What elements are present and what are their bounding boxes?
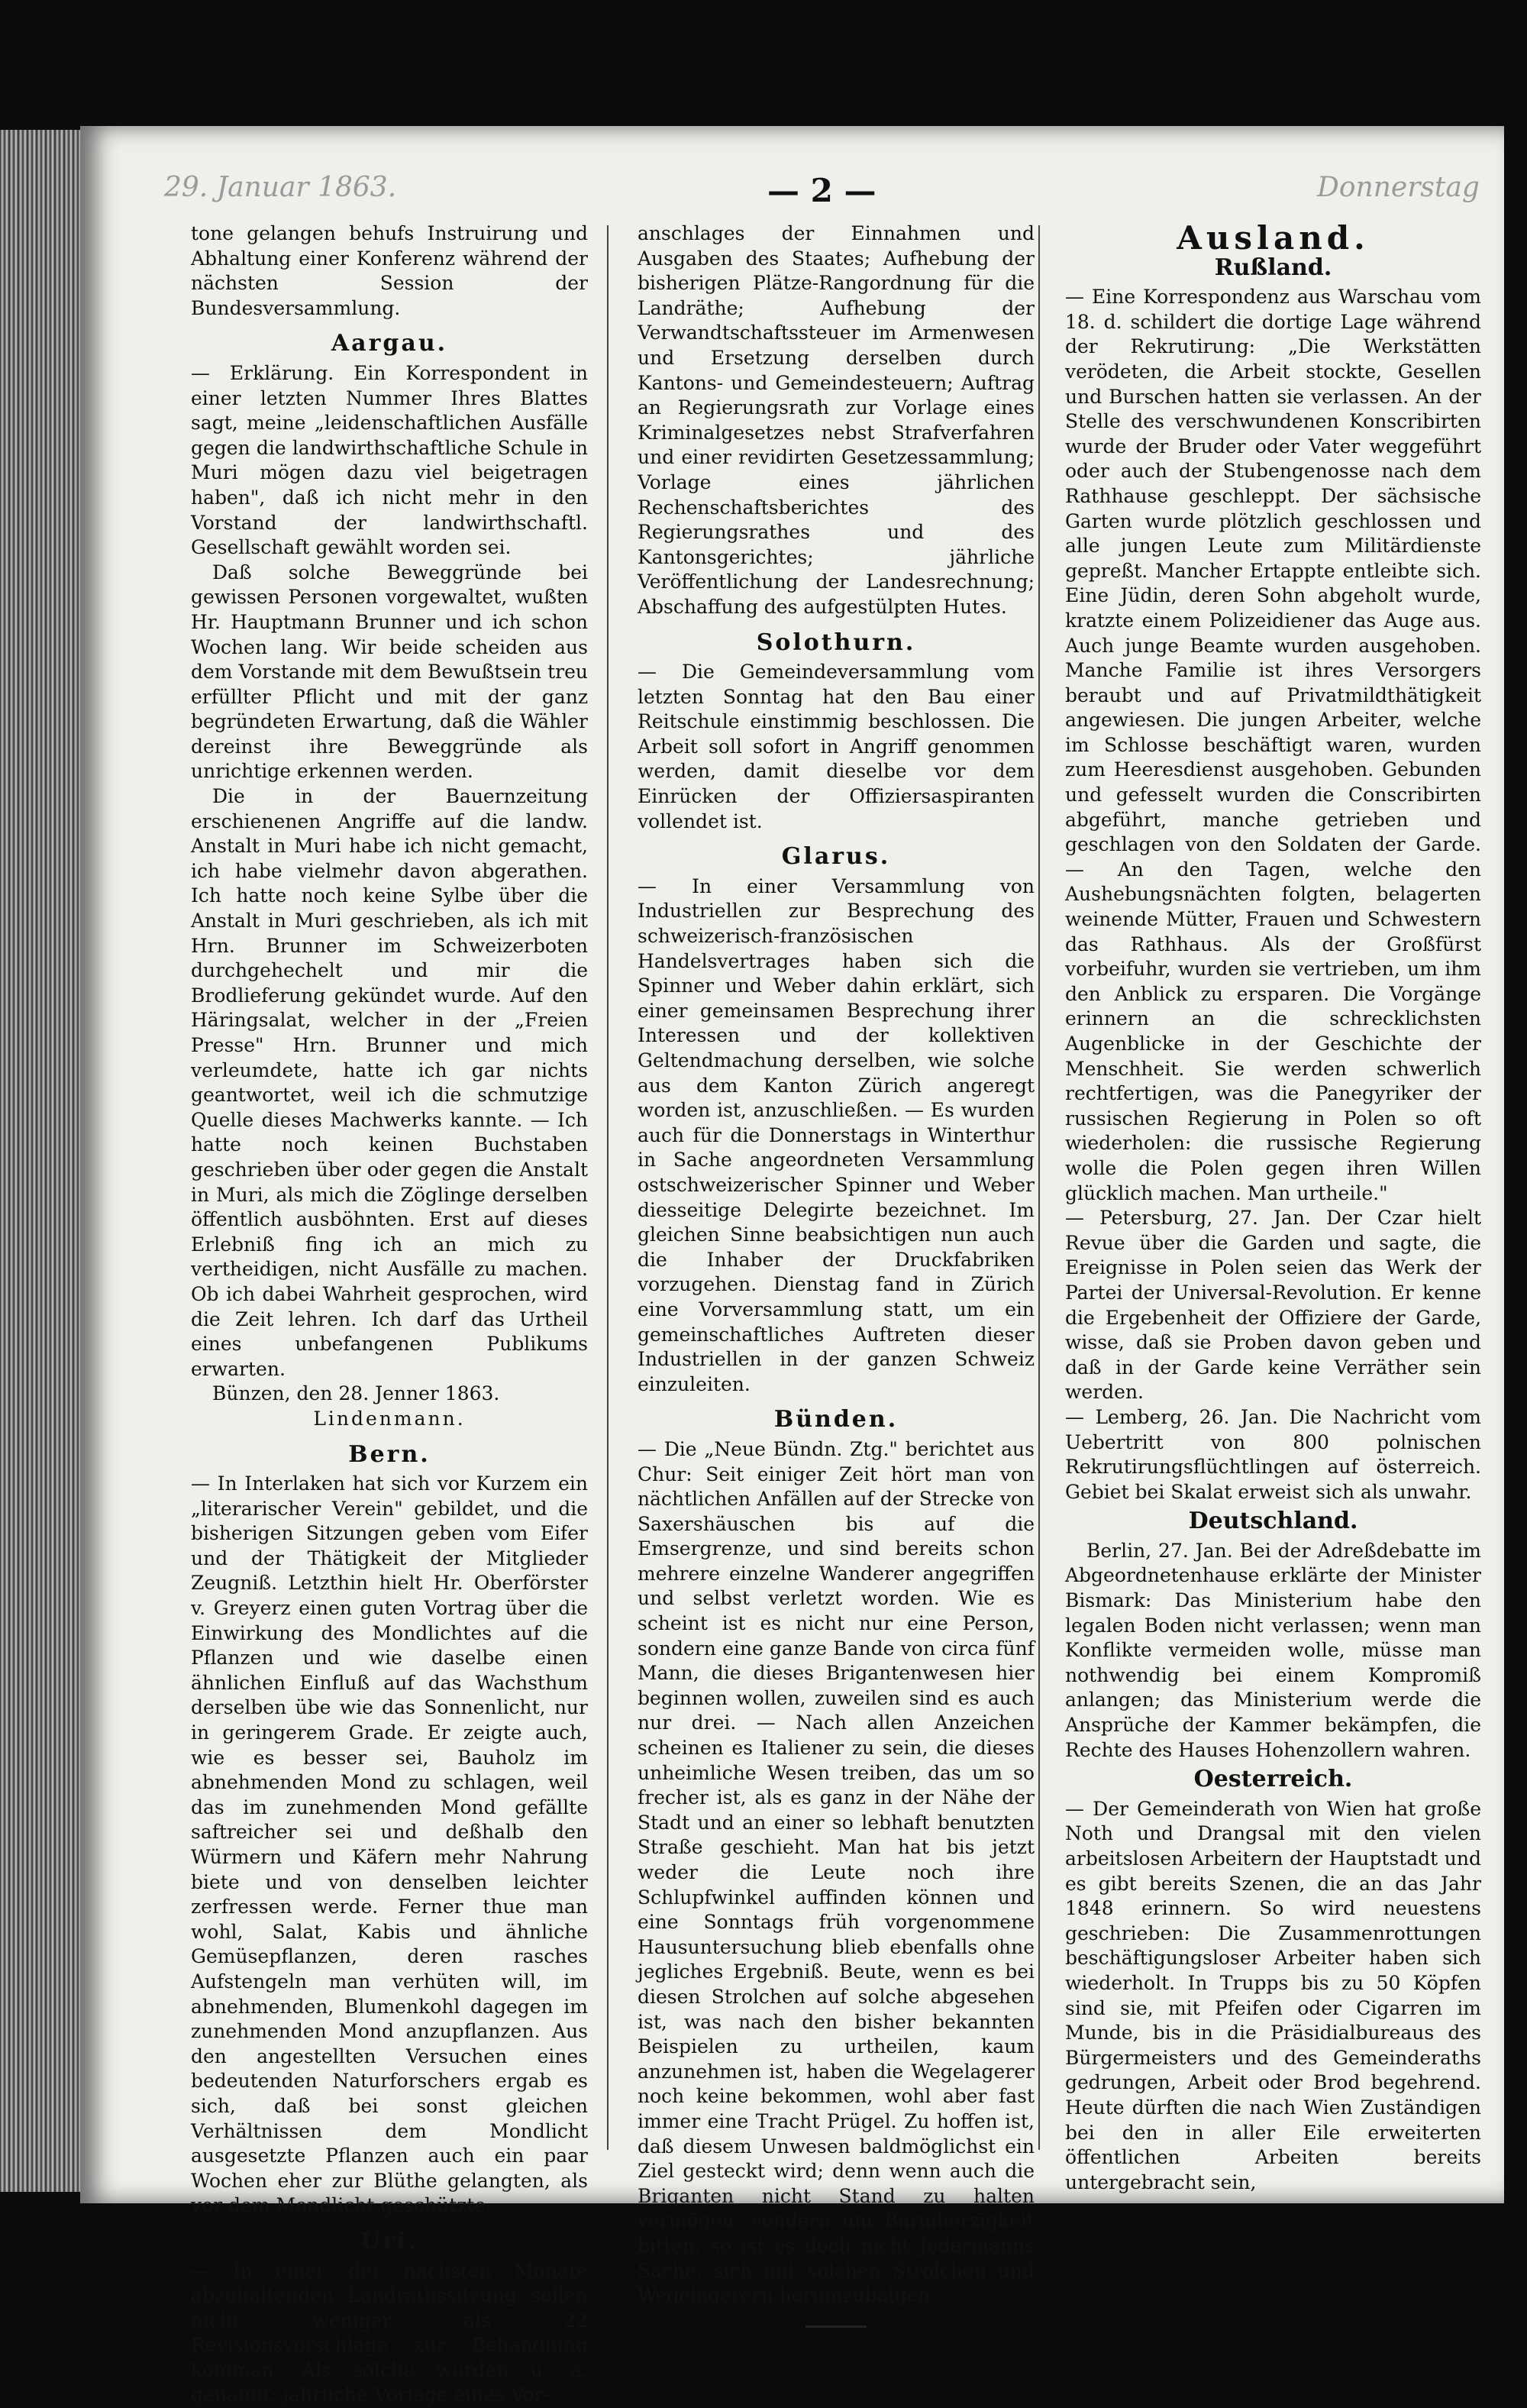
header-weekday: Donnerstag <box>1317 172 1480 203</box>
article-paragraph: Daß solche Beweggründe bei gewissen Personen vorgewaltet, wußten Hr. Hauptmann Brunner und ich schon Wochen lang. Wir beide scheiden aus dem Vorstande mit dem Bewußtsein treu erfüllter Pflicht und mit der ganz begründeten Erwartung, daß die Wähler dereinst ihre Beweggründe als unrichtige erkennen werden. <box>191 561 588 784</box>
section-title-solothurn: Solothurn. <box>638 631 1035 656</box>
column-3 <box>1065 221 1481 2177</box>
article-paragraph: — Die „Neue Bündn. Ztg." berichtet aus Chur: Seit einiger Zeit hört man von nächtlichen Anfällen auf der Strecke von Saxershäuschen bis auf die Emsergrenze, und sind bereits schon mehrere einzelne Wanderer angegriffen und selbst verletzt worden. Wie es scheint ist es nicht nur eine Person, sondern eine ganze Bande von circa fünf Mann, die dieses Brigantenwesen hier beginnen wollen, zuweilen sind es auch nur drei. — Nach allen Anzeichen scheinen es Italiener zu sein, die dieses unheimliche Wesen treiben, das um so frecher ist, als es ganz in der Nähe der Stadt und an einer so lebhaft benutzten Straße geschieht. Man hat bis jetzt weder die Leute noch ihre Schlupfwinkel auffinden können und eine Sonntags früh vorgenommene Hausuntersuchung blieb ebenfalls ohne jegliches Ergebniß. Beute, wenn es bei diesen Strolchen auf solche abgesehen ist, was nach den bisher bekannten Beispielen zu urtheilen, kaum anzunehmen ist, haben die Wegelagerer noch keine bekommen, wohl aber fast immer eine Tracht Prügel. Zu hoffen ist, daß diesem Unwesen baldmöglichst ein Ziel gesteckt wird; denn wenn auch die Briganten nicht Stand zu halten vermögen, sondern um Barmherzigkeit bitten, so ist es doch nicht Jedermanns Sache, sich mit solchen Strolchen und Wegelagerern herumzubalgen. <box>638 1437 1035 2309</box>
column-divider <box>1038 225 1040 2150</box>
column-1 <box>191 221 588 2177</box>
section-title-ausland: Ausland. <box>1065 226 1481 251</box>
section-title-aargau: Aargau. <box>191 331 588 357</box>
article-paragraph: — Lemberg, 26. Jan. Die Nachricht vom Uebertritt von 800 polnischen Rekrutirungsflüchtlingen auf österreich. Gebiet bei Skalat erweist sich als unwahr. <box>1065 1405 1481 1505</box>
article-paragraph: — Der Gemeinderath von Wien hat große Noth und Drangsal mit den vielen arbeitslosen Arbeitern der Hauptstadt und es gibt bereits Szenen, die an das Jahr 1848 erinnern. So wird neuestens geschrieben: Die Zusammenrottungen beschäftigungsloser Arbeiter haben sich wiederholt. In Trupps bis zu 50 Köpfen sind sie, mit Pfeifen oder Cigarren im Munde, bis in die Präsidialbureaus des Bürgermeisters und des Gemeinderaths gedrungen, Arbeit oder Brod begehrend. Heute dürften die nach Wien Zuständigen bei den in aller Eile erweiterten öffentlichen Arbeiten bereits untergebracht sein, <box>1065 1797 1481 2196</box>
column-divider <box>607 225 609 2150</box>
page-number: — 2 — <box>767 172 876 209</box>
newspaper-page <box>80 126 1504 2203</box>
article-paragraph: Berlin, 27. Jan. Bei der Adreßdebatte im Abgeordnetenhause erklärte der Minister Bismark: Das Ministerium habe den legalen Boden nicht verlassen; wenn man Konflikte vermeiden wolle, müsse man nothwendig bei einem Kompromiß anlangen; das Ministerium werde die Ansprüche der Kammer bekämpfen, die Rechte des Hauses Hohenzollern wahren. <box>1065 1539 1481 1763</box>
subsection-title-deutschland: Deutschland. <box>1065 1509 1481 1534</box>
article-signature: Lindenmann. <box>191 1407 588 1432</box>
article-paragraph: Die in der Bauernzeitung erschienenen Angriffe auf die landw. Anstalt in Muri habe ich nicht gemacht, ich habe vielmehr davon abgerathen. Ich hatte noch keine Sylbe über die Anstalt in Muri geschrieben, als ich mit Hrn. Brunner im Schweizerboten durchgehechelt und mir die Brodlieferung gekündet wurde. Auf den Häringsalat, welcher in der „Freien Presse" Hrn. Brunner und mich verleumdete, hatte ich gar nichts geantwortet, weil ich die schmutzige Quelle dieses Machwerks kannte. — Ich hatte noch keinen Buchstaben geschrieben über oder gegen die Anstalt in Muri, als mich die Zöglinge derselben öffentlich ausböhnten. Erst auf dieses Erlebniß fing ich an mich zu vertheidigen, nicht Ausfälle zu machen. Ob ich dabei Wahrheit gesprochen, wird die Zeit lehren. Ich darf das Urtheil eines unbefangenen Publikums erwarten. <box>191 784 588 1382</box>
article-paragraph: — Die Gemeindeversammlung vom letzten Sonntag hat den Bau einer Reitschule einstimmig beschlossen. Die Arbeit soll sofort in Angriff genommen werden, damit dieselbe vor dem Einrücken der Offiziersaspiranten vollendet ist. <box>638 660 1035 834</box>
article-continuation: tone gelangen behufs Instruirung und Abhaltung einer Konferenz während der nächsten Session der Bundesversammlung. <box>191 221 588 321</box>
article-dateline: Bünzen, den 28. Jenner 1863. <box>191 1382 588 1407</box>
page-header <box>80 172 1504 225</box>
article-paragraph: — Eine Korrespondenz aus Warschau vom 18. d. schildert die dortige Lage während der Rekrutirung: „Die Werkstätten verödeten, die Arbeit stockte, Gesellen und Burschen hatten sie verlassen. An der Stelle des verschwundenen Konscribirten wurde der Bruder oder Vater weggeführt oder auch der Stubengenosse nach dem Rathhause geschleppt. Der sächsische Garten wurde plötzlich geschlossen und alle jungen Leute zum Militärdienste gepreßt. Mancher Ertappte entleibte sich. Eine Jüdin, deren Sohn abgeholt wurde, kratzte einem Polizeidiener das Auge aus. Auch junge Beamte wurden ausgehoben. Manche Familie ist ihres Versorgers beraubt und auf Privatmildthätigkeit angewiesen. Die jungen Arbeiter, welche im Schlosse beschäftigt waren, wurden zum Heeresdienst ausgehoben. Gebunden und gefesselt wurden die Conscribirten abgeführt, manche getrieben und geschlagen von den Soldaten der Garde. — An den Tagen, welche den Aushebungsnächten folgten, belagerten weinende Mütter, Frauen und Schwestern das Rathhaus. Als der Großfürst vorbeifuhr, wurden sie vertrieben, um ihm den Anblick zu ersparen. Die Vorgänge erinnern an die schrecklichsten Augenblicke in der Geschichte der Menschheit. Sie werden schwerlich rechtfertigen, was die Panegyriker der russischen Regierung in Polen so oft wiederholen: die russische Regierung wolle die Polen gegen ihren Willen glücklich machen. Man urtheile." <box>1065 285 1481 1206</box>
section-title-bern: Bern. <box>191 1443 588 1468</box>
section-title-bunden: Bünden. <box>638 1408 1035 1433</box>
article-paragraph: — In einer Versammlung von Industriellen zur Besprechung des schweizerisch-französischen Handelsvertrages haben sich die Spinner und Weber dahin erklärt, sich einer gemeinsamen Besprechung ihrer Interessen und der kollektiven Geltendmachung derselben, wie solche aus dem Kanton Zürich angeregt worden ist, anzuschließen. — Es wurden auch für die Donnerstags in Winterthur in Sache angeordneten Versammlung ostschweizerischer Spinner und Weber diesseitige Delegirte bezeichnet. Im gleichen Sinne beabsichtigen nun auch die Inhaber der Druckfabriken vorzugehen. Dienstag fand in Zürich eine Vorversammlung statt, um ein gemeinschaftliches Auftreten dieser Industriellen in der ganzen Schweiz einzuleiten. <box>638 874 1035 1397</box>
subsection-title-russland: Rußland. <box>1065 256 1481 281</box>
article-paragraph: — Erklärung. Ein Korrespondent in einer letzten Nummer Ihres Blattes sagt, meine „leidenschaftlichen Ausfälle gegen die landwirthschaftliche Schule in Muri mögen dazu viel beigetragen haben", daß ich nicht mehr in den Vorstand der landwirthschaftl. Gesellschaft gewählt worden sei. <box>191 361 588 561</box>
section-title-uri: Uri. <box>191 2229 588 2254</box>
book-page-edges <box>0 130 92 2192</box>
subsection-title-oesterreich: Oesterreich. <box>1065 1767 1481 1792</box>
column-2 <box>638 221 1035 2177</box>
end-rule <box>805 2326 867 2328</box>
article-continuation: anschlages der Einnahmen und Ausgaben des Staates; Aufhebung der bisherigen Plätze-Rangordnung für die Landräthe; Aufhebung der Verwandtschaftssteuer im Armenwesen und Ersetzung derselben durch Kantons- und Gemeindesteuern; Auftrag an Regierungsrath zur Vorlage eines Kriminalgesetzes nebst Strafverfahren und einer revidirten Gesetzessammlung; Vorlage eines jährlichen Rechenschaftsberichtes des Regierungsrathes und des Kantonsgerichtes; jährliche Veröffentlichung der Landesrechnung; Abschaffung des aufgestülpten Hutes. <box>638 221 1035 620</box>
section-title-glarus: Glarus. <box>638 845 1035 870</box>
article-paragraph: — In Interlaken hat sich vor Kurzem ein „literarischer Verein" gebildet, und die bisherigen Sitzungen geben vom Eifer und der Thätigkeit der Mitglieder Zeugniß. Letzthin hielt Hr. Oberförster v. Greyerz einen guten Vortrag über die Einwirkung des Mondlichtes auf die Pflanzen und wie daselbe einen ähnlichen Einfluß auf das Wachsthum derselben übe wie das Sonnenlicht, nur in geringerem Grade. Er zeigte auch, wie es besser sei, Bauholz im abnehmenden Mond zu schlagen, weil das im zunehmenden Mond gefällte saftreicher sei und deßhalb den Würmern und Käfern mehr Nahrung biete und von denselben leichter zerfressen werde. Ferner thue man wohl, Salat, Kabis und ähnliche Gemüsepflanzen, deren rasches Aufstengeln man verhüten will, im abnehmenden, Blumenkohl dagegen im zunehmenden Mond anzupflanzen. Aus den angestellten Versuchen eines bedeutenden Naturforschers ergab es sich, daß bei sonst gleichen Verhältnissen dem Mondlicht ausgesetzte Pflanzen auch ein paar Wochen eher zur Blüthe gelangten, als vor dem Mondlicht geschützte. <box>191 1472 588 2219</box>
article-paragraph: — In einer der nächsten Monate abzuhaltenden Landrathssitzung sollen nicht weniger als 22 Revisionsvorschläge zur Behandlung kommen. Als solche werden u. a. genannt: jährliche Vorlage eines Vor- <box>191 2259 588 2408</box>
header-date: 29. Januar 1863. <box>164 172 396 203</box>
article-paragraph: — Petersburg, 27. Jan. Der Czar hielt Revue über die Garden und sagte, die Ereignisse in Polen seien das Werk der Partei der Universal-Revolution. Er kenne die Ergebenheit der Offiziere der Garde, wisse, daß sie Proben davon geben und daß in der Garde keine Verräther sein werden. <box>1065 1206 1481 1405</box>
